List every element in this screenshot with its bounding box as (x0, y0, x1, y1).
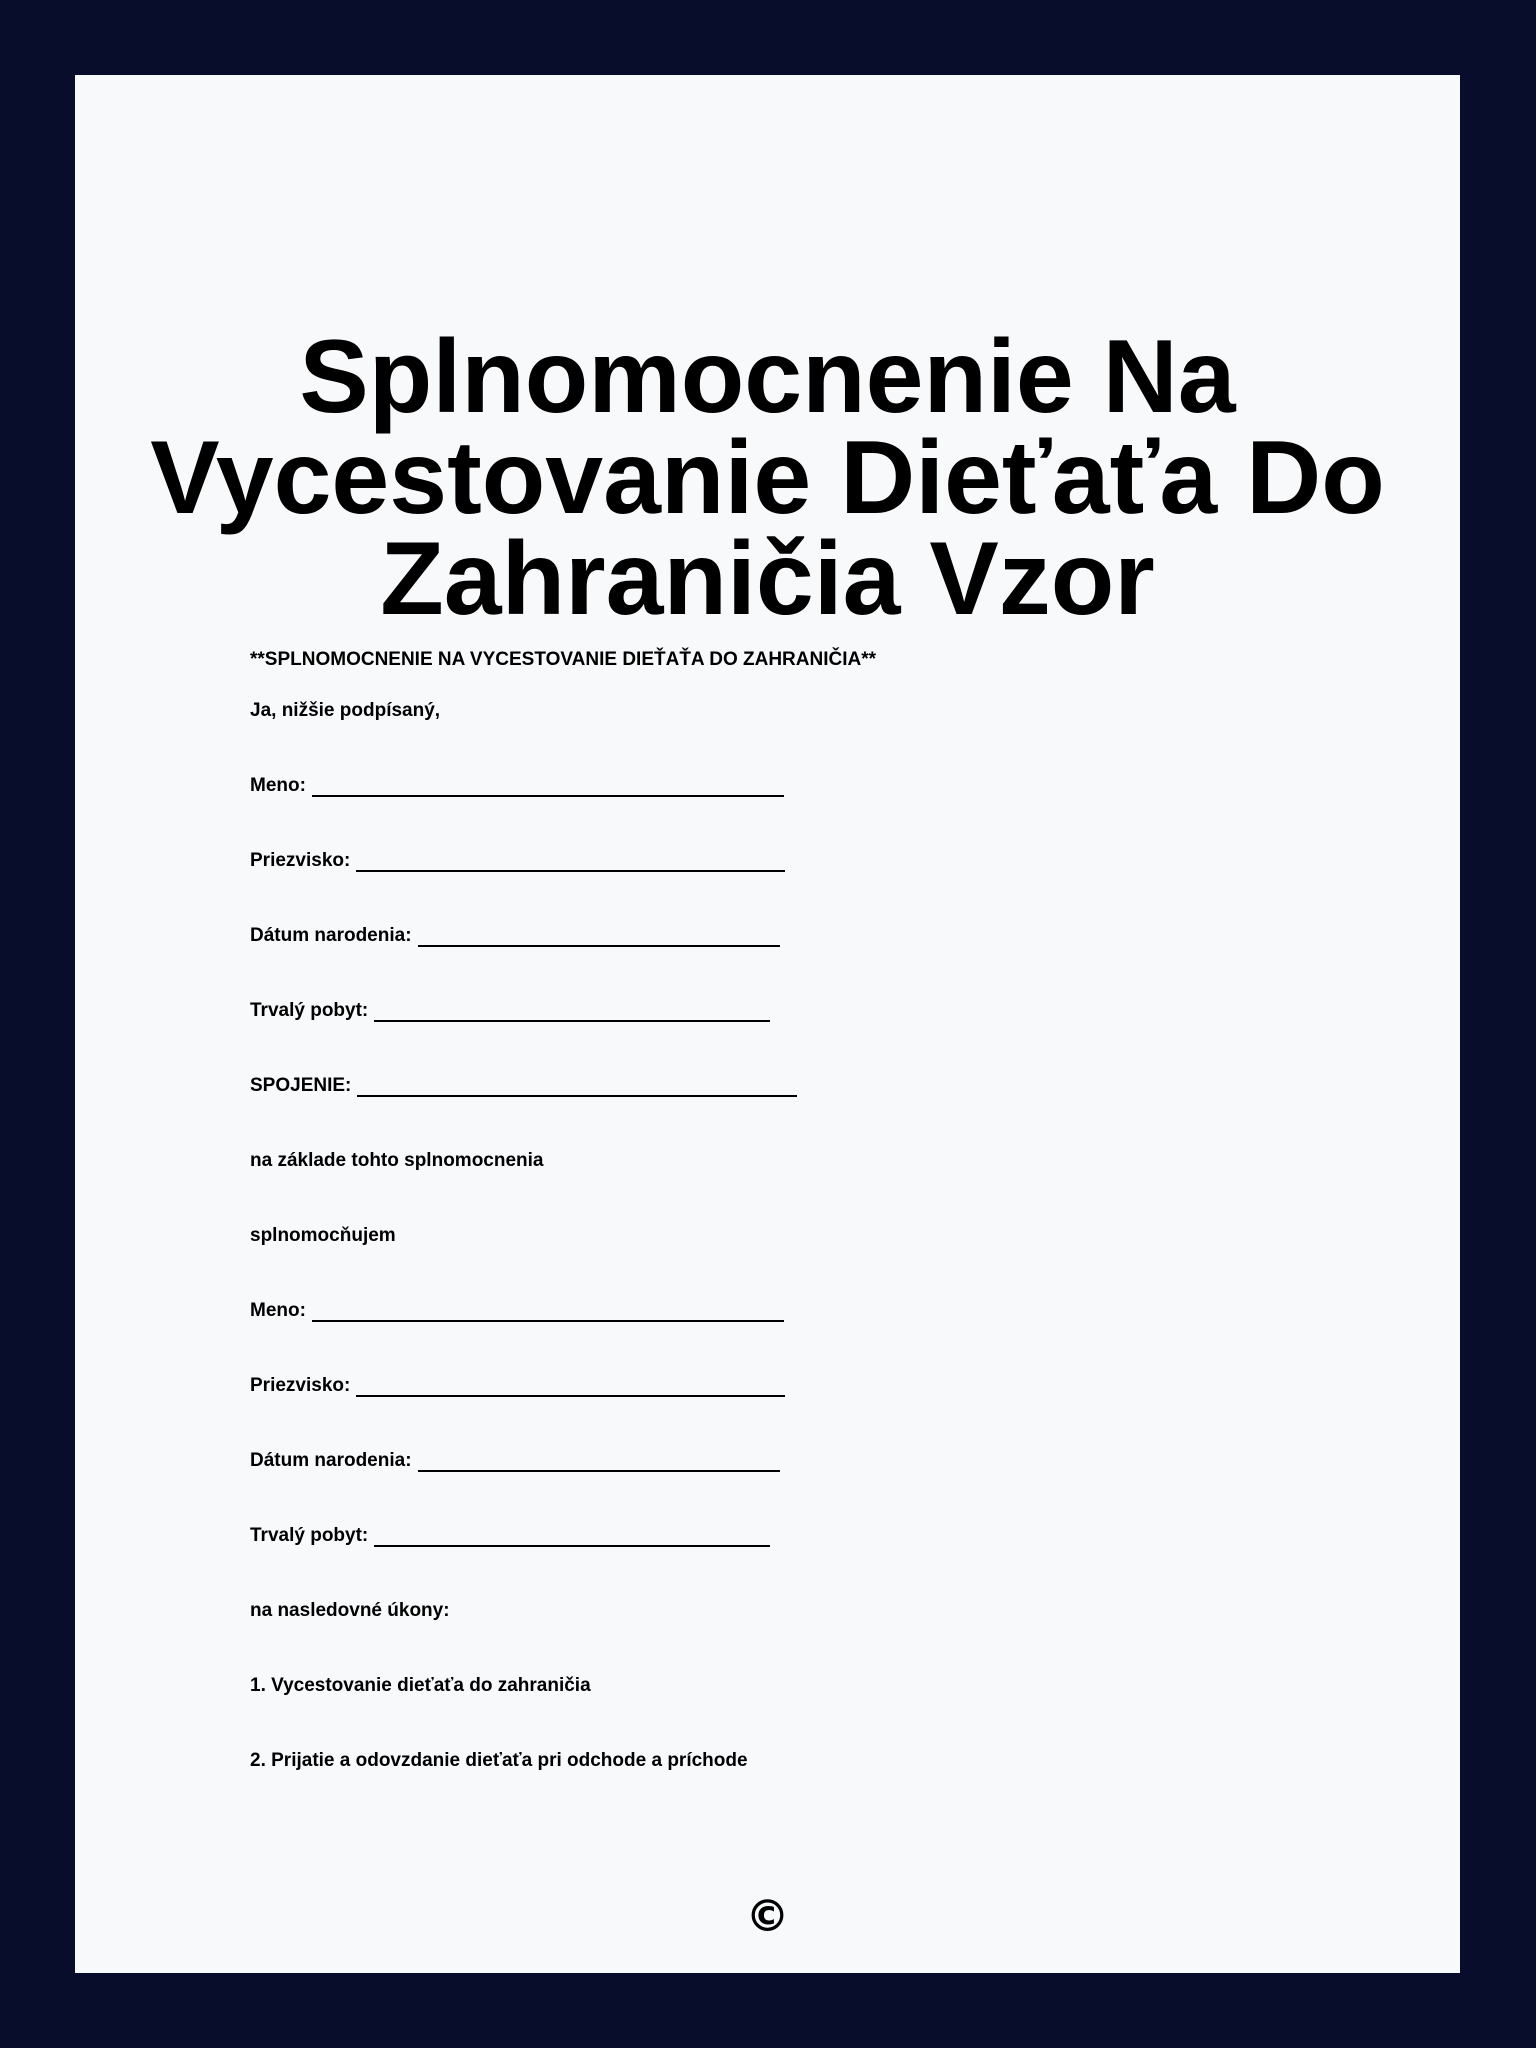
grantee-residence-blank[interactable] (374, 1527, 770, 1547)
grantee-birthdate-label: Dátum narodenia: (250, 1450, 412, 1471)
grantor-residence-field (250, 1000, 770, 1022)
act-item: 1. Vycestovanie dieťaťa do zahraničia (250, 1675, 591, 1696)
title-line-3: Zahraničia Vzor (380, 521, 1155, 637)
grantee-birthdate-blank[interactable] (418, 1452, 780, 1472)
grantee-name-field (250, 1300, 784, 1322)
copyright-icon: © (745, 1891, 790, 1942)
title-line-1: Splnomocnenie Na (299, 319, 1236, 435)
grantee-residence-field (250, 1525, 770, 1547)
grantee-birthdate-field (250, 1450, 780, 1472)
grantor-birthdate-field (250, 925, 780, 947)
document-page (75, 75, 1460, 1973)
basis-text: na základe tohto splnomocnenia (250, 1150, 544, 1171)
grantor-birthdate-blank[interactable] (418, 927, 780, 947)
grantee-surname-field (250, 1375, 785, 1397)
grantor-residence-blank[interactable] (374, 1002, 770, 1022)
grantor-name-label: Meno: (250, 775, 306, 796)
grantee-residence-label: Trvalý pobyt: (250, 1525, 369, 1546)
grantor-contact-blank[interactable] (357, 1077, 797, 1097)
page-title (75, 319, 1460, 637)
grantor-surname-blank[interactable] (356, 852, 785, 872)
authorize-text: splnomocňujem (250, 1225, 396, 1246)
grantee-surname-blank[interactable] (356, 1377, 785, 1397)
grantee-name-label: Meno: (250, 1300, 306, 1321)
grantor-residence-label: Trvalý pobyt: (250, 1000, 369, 1021)
act-item: 2. Prijatie a odovzdanie dieťaťa pri odchode a príchode (250, 1750, 748, 1771)
grantee-name-blank[interactable] (312, 1302, 784, 1322)
grantor-name-field (250, 775, 784, 797)
grantee-surname-label: Priezvisko: (250, 1375, 351, 1396)
acts-intro: na nasledovné úkony: (250, 1600, 450, 1621)
grantor-surname-label: Priezvisko: (250, 850, 351, 871)
document-heading: **SPLNOMOCNENIE NA VYCESTOVANIE DIEŤAŤA DO ZAHRANIČIA** (250, 649, 876, 670)
grantor-birthdate-label: Dátum narodenia: (250, 925, 412, 946)
title-line-2: Vycestovanie Dieťaťa Do (150, 420, 1385, 536)
intro-text: Ja, nižšie podpísaný, (250, 700, 441, 721)
grantor-contact-label: SPOJENIE: (250, 1075, 352, 1096)
grantor-contact-field (250, 1075, 797, 1097)
grantor-name-blank[interactable] (312, 777, 784, 797)
grantor-surname-field (250, 850, 785, 872)
